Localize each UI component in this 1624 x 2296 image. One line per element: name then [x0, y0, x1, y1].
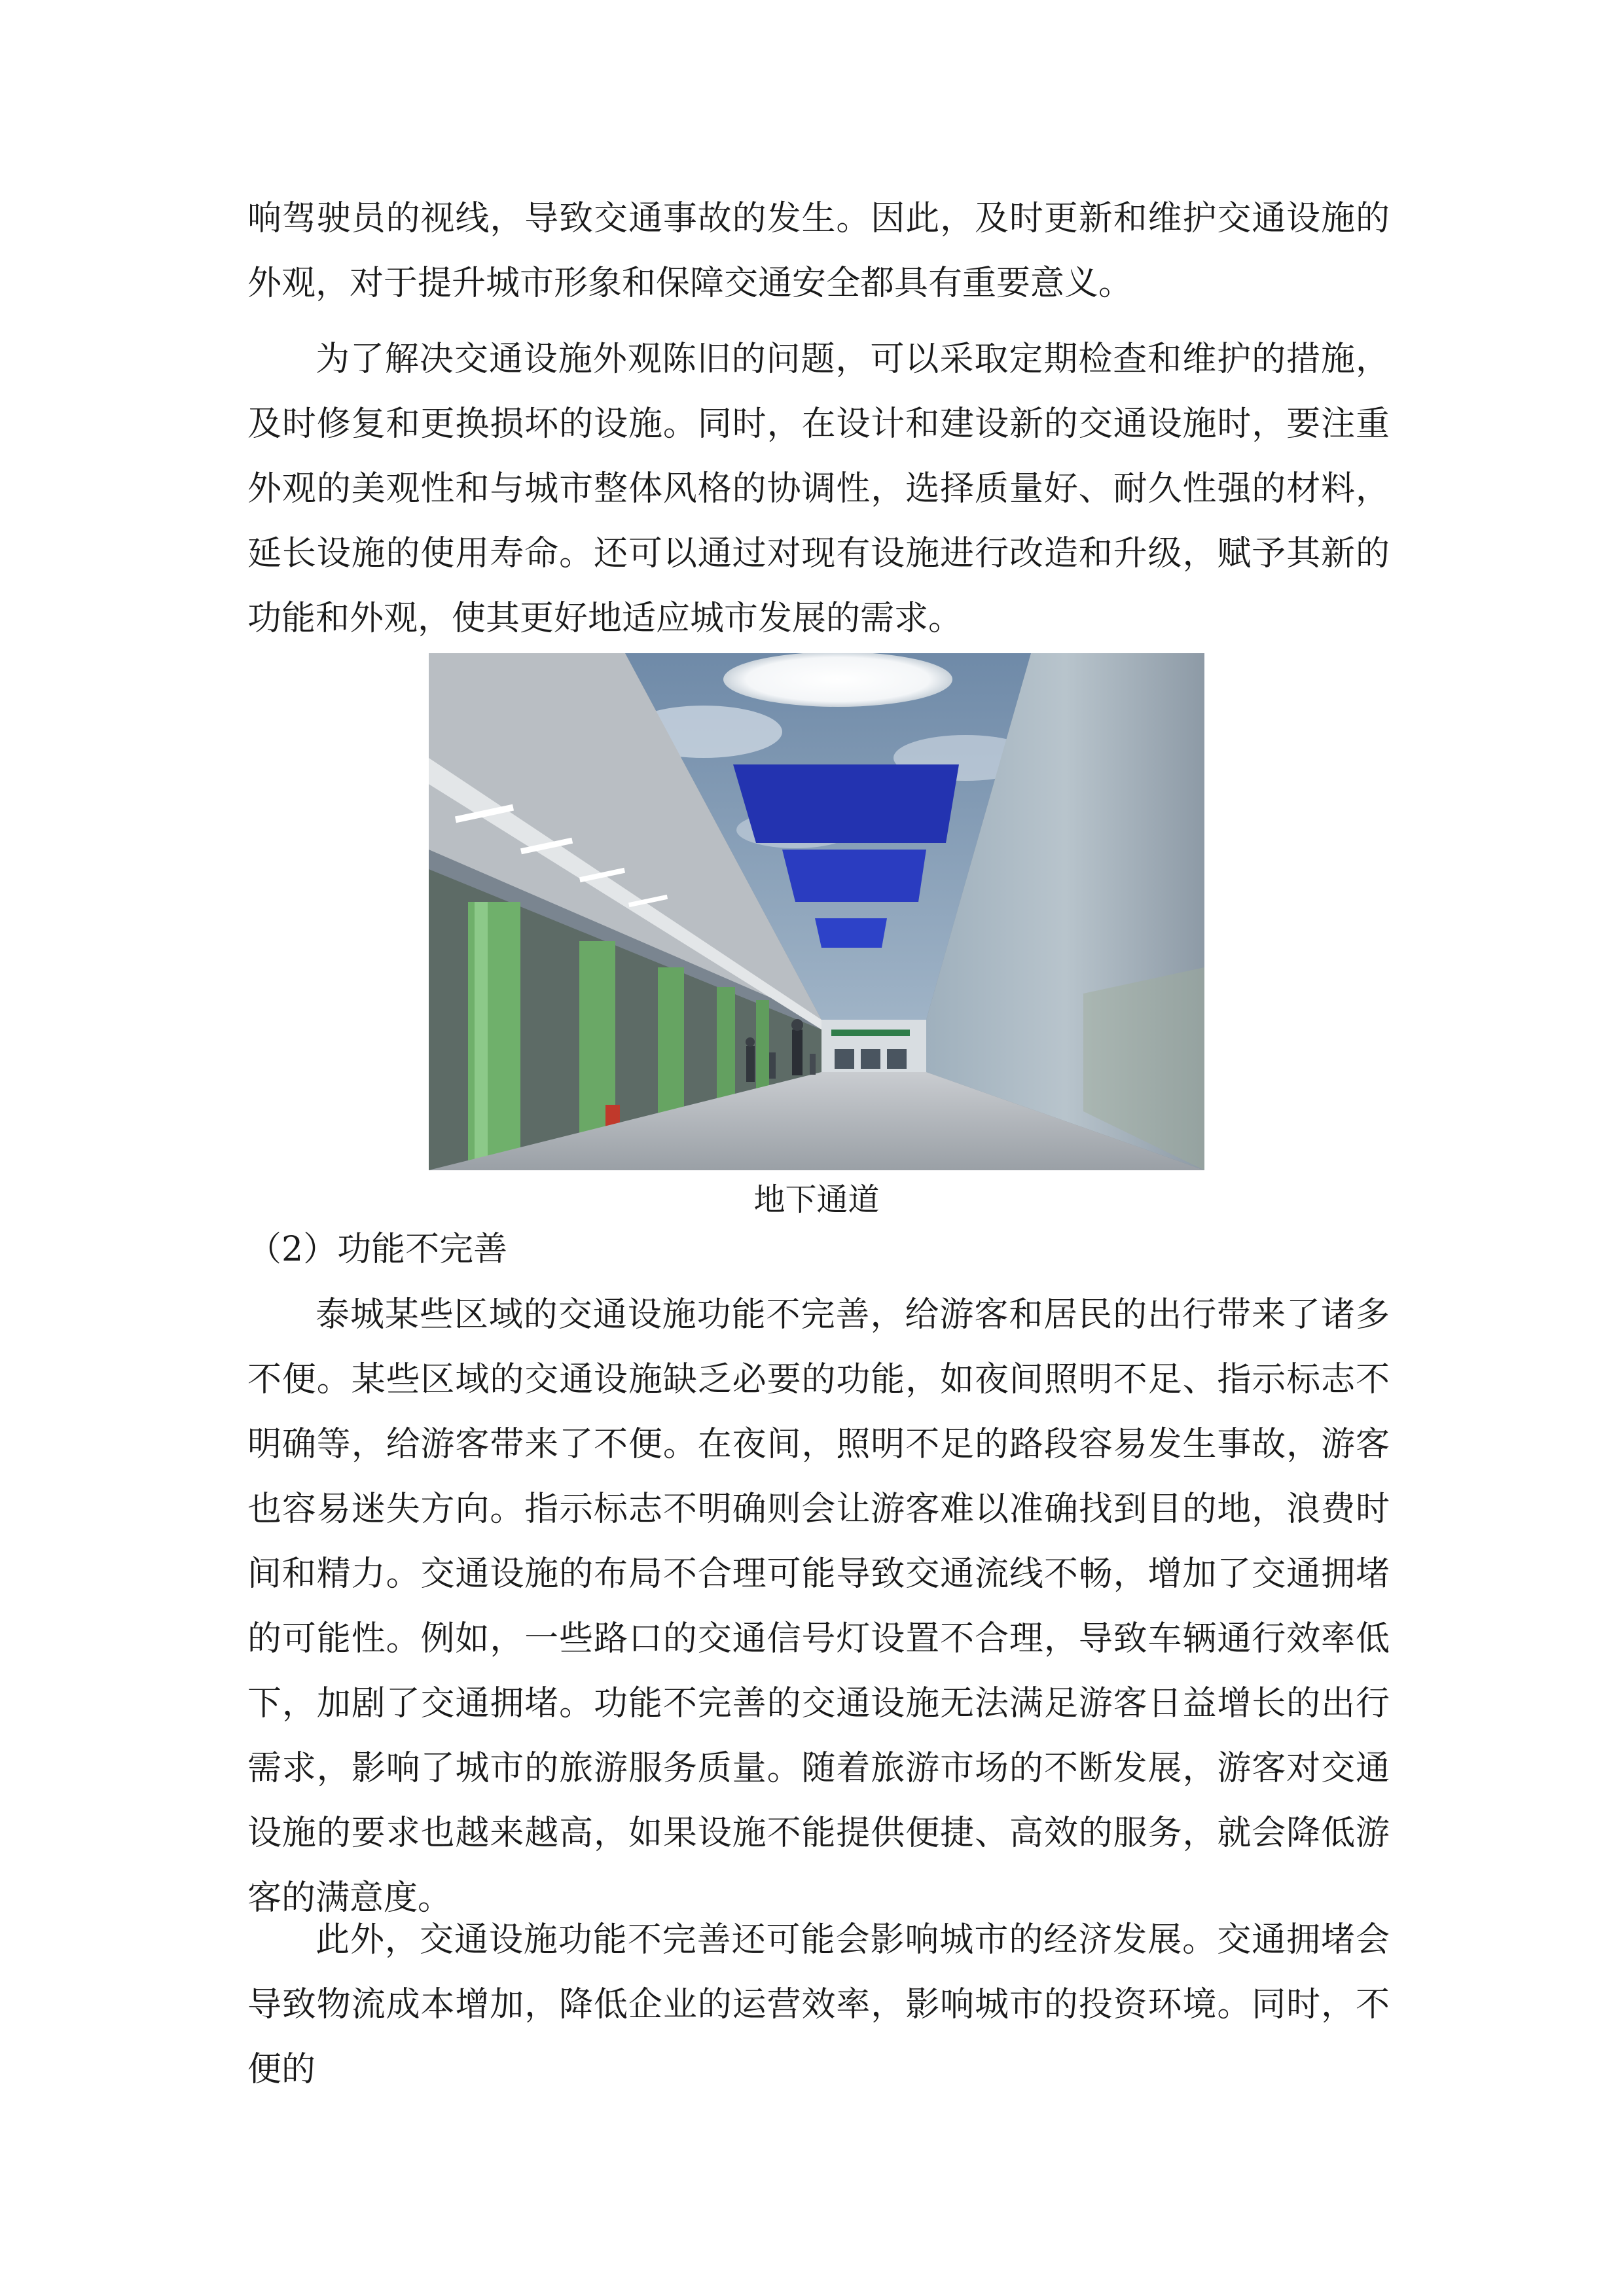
- paragraph-continuation: 响驾驶员的视线，导致交通事故的发生。因此，及时更新和维护交通设施的外观，对于提升城市形象和保障交通安全都具有重要意义。: [247, 199, 1390, 303]
- underground-passage-photo: [429, 653, 1204, 1170]
- paragraph-economic: 此外，交通设施功能不完善还可能会影响城市的经济发展。交通拥堵会导致物流成本增加，降低企业的运营效率，影响城市的投资环境。同时，不便的: [247, 1920, 1390, 2089]
- figure-caption: 地下通道: [753, 1181, 880, 1218]
- section-heading: （2）功能不完善: [247, 1230, 508, 1269]
- paragraph-function-problem: 泰城某些区域的交通设施功能不完善，给游客和居民的出行带来了诸多不便。某些区域的交通设施缺乏必要的功能，如夜间照明不足、指示标志不明确等，给游客带来了不便。在夜间，照明不足的路段容易发生事故，游客也容易迷失方向。指示标志不明确则会让游客难以准确找到目的地，浪费时间和精力。交通设施的布局不合理可能导致交通流线不畅，增加了交通拥堵的可能性。例如，一些路口的交通信号灯设置不合理，导致车辆通行效率低下，加剧了交通拥堵。功能不完善的交通设施无法满足游客日益增长的出行需求，影响了城市的旅游服务质量。随着旅游市场的不断发展，游客对交通设施的要求也越来越高，如果设施不能提供便捷、高效的服务，就会降低游客的满意度。: [247, 1295, 1390, 1918]
- paragraph-solution: 为了解决交通设施外观陈旧的问题，可以采取定期检查和维护的措施，及时修复和更换损坏的设施。同时，在设计和建设新的交通设施时，要注重外观的美观性和与城市整体风格的协调性，选择质量好、耐久性强的材料，延长设施的使用寿命。还可以通过对现有设施进行改造和升级，赋予其新的功能和外观，使其更好地适应城市发展的需求。: [247, 340, 1390, 638]
